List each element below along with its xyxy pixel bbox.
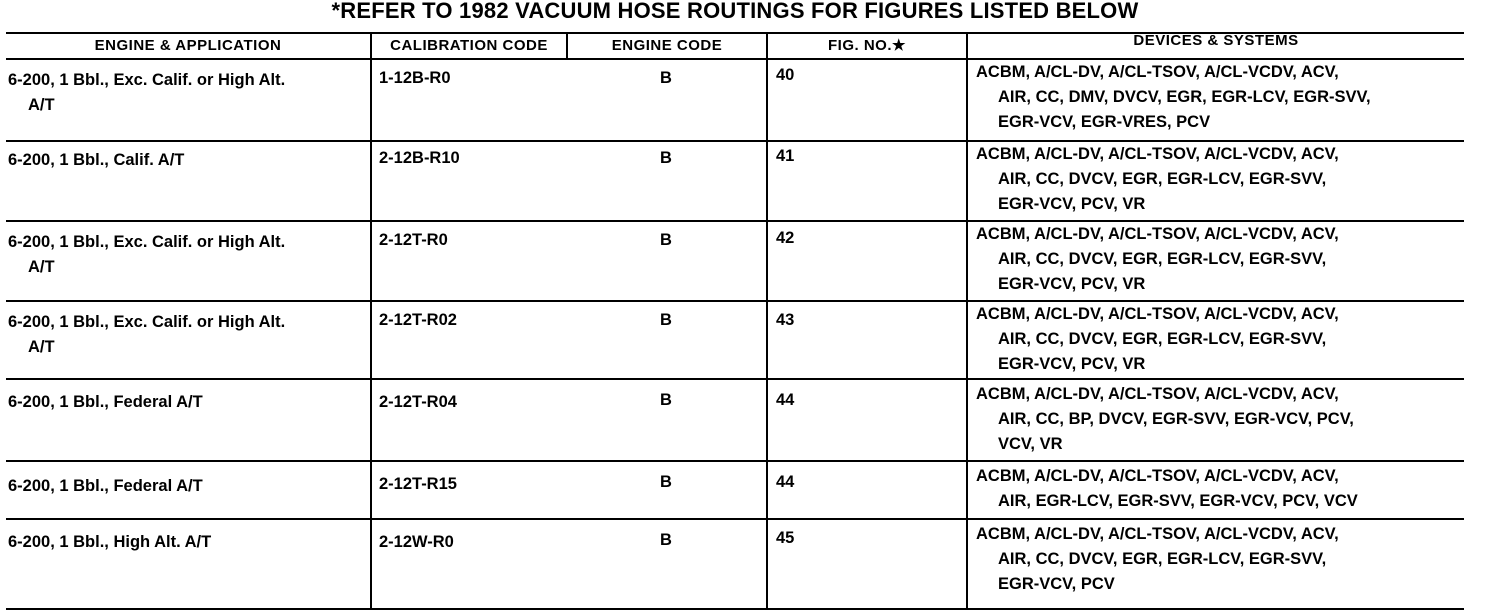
application-cell: [8, 390, 368, 415]
devices-cell: [976, 522, 1464, 597]
devices-line-1: ACBM, A/CL-DV, A/CL-TSOV, A/CL-VCDV, ACV,: [976, 305, 1339, 323]
header-devices-systems: DEVICES & SYSTEMS: [1133, 32, 1299, 49]
devices-line-3: EGR-VCV, PCV: [998, 575, 1115, 593]
calibration-code-cell: 1-12B-R0: [379, 69, 451, 87]
table-row: [6, 302, 1464, 378]
engine-code-cell: B: [660, 531, 672, 549]
devices-cell: [976, 302, 1464, 377]
application-line-1: 6-200, 1 Bbl., High Alt. A/T: [8, 533, 212, 551]
devices-cell: [976, 382, 1464, 457]
table-row: [6, 142, 1464, 220]
header-calibration-code: CALIBRATION CODE: [390, 37, 548, 54]
devices-line-2: AIR, CC, DVCV, EGR, EGR-LCV, EGR-SVV,: [998, 170, 1327, 188]
application-line-1: 6-200, 1 Bbl., Exc. Calif. or High Alt.: [8, 71, 286, 89]
application-line-2: A/T: [28, 338, 55, 356]
application-line-1: 6-200, 1 Bbl., Federal A/T: [8, 393, 203, 411]
header-application: ENGINE & APPLICATION: [94, 37, 282, 54]
engine-code-cell: B: [660, 231, 672, 249]
engine-code-cell: B: [660, 69, 672, 87]
engine-code-cell: B: [660, 391, 672, 409]
application-cell: [8, 230, 368, 280]
calibration-code-cell: 2-12T-R04: [379, 393, 457, 411]
devices-line-2: AIR, CC, DVCV, EGR, EGR-LCV, EGR-SVV,: [998, 550, 1327, 568]
table-row: [6, 380, 1464, 460]
devices-line-2: AIR, CC, BP, DVCV, EGR-SVV, EGR-VCV, PCV,: [998, 410, 1354, 428]
calibration-code-cell: 2-12W-R0: [379, 533, 454, 551]
table-bottom-rule: [6, 608, 1464, 610]
calibration-code-cell: 2-12T-R15: [379, 475, 457, 493]
figure-number-cell: 41: [776, 147, 795, 165]
application-line-1: 6-200, 1 Bbl., Federal A/T: [8, 477, 203, 495]
devices-line-1: ACBM, A/CL-DV, A/CL-TSOV, A/CL-VCDV, ACV,: [976, 225, 1339, 243]
application-line-1: 6-200, 1 Bbl., Exc. Calif. or High Alt.: [8, 233, 286, 251]
engine-code-cell: B: [660, 149, 672, 167]
devices-line-3: VCV, VR: [998, 435, 1063, 453]
application-line-1: 6-200, 1 Bbl., Calif. A/T: [8, 151, 185, 169]
devices-line-3: EGR-VCV, PCV, VR: [998, 275, 1146, 293]
devices-cell: [976, 464, 1464, 514]
table-row: [6, 462, 1464, 518]
devices-line-3: EGR-VCV, PCV, VR: [998, 195, 1146, 213]
application-line-1: 6-200, 1 Bbl., Exc. Calif. or High Alt.: [8, 313, 286, 331]
calibration-code-cell: 2-12B-R10: [379, 149, 460, 167]
devices-cell: [976, 60, 1464, 135]
devices-line-2: AIR, CC, DVCV, EGR, EGR-LCV, EGR-SVV,: [998, 250, 1327, 268]
figure-number-cell: 42: [776, 229, 795, 247]
application-cell: [8, 148, 368, 173]
engine-code-cell: B: [660, 311, 672, 329]
application-cell: [8, 68, 368, 118]
figure-number-cell: 40: [776, 66, 795, 84]
figure-number-cell: 44: [776, 391, 795, 409]
table-row: [6, 60, 1464, 140]
application-cell: [8, 474, 368, 499]
application-cell: [8, 530, 368, 555]
devices-cell: [976, 222, 1464, 297]
devices-line-1: ACBM, A/CL-DV, A/CL-TSOV, A/CL-VCDV, ACV,: [976, 385, 1339, 403]
document-title: *REFER TO 1982 VACUUM HOSE ROUTINGS FOR FIGURES LISTED BELOW: [331, 0, 1139, 23]
devices-line-2: AIR, EGR-LCV, EGR-SVV, EGR-VCV, PCV, VCV: [998, 492, 1358, 510]
devices-line-1: ACBM, A/CL-DV, A/CL-TSOV, A/CL-VCDV, ACV,: [976, 525, 1339, 543]
figure-number-cell: 43: [776, 311, 795, 329]
table-row: [6, 222, 1464, 300]
figure-number-cell: 45: [776, 529, 795, 547]
devices-line-3: EGR-VCV, PCV, VR: [998, 355, 1146, 373]
header-engine-code: ENGINE CODE: [611, 37, 723, 54]
engine-code-cell: B: [660, 473, 672, 491]
calibration-code-cell: 2-12T-R0: [379, 231, 448, 249]
application-line-2: A/T: [28, 96, 55, 114]
devices-line-1: ACBM, A/CL-DV, A/CL-TSOV, A/CL-VCDV, ACV,: [976, 467, 1339, 485]
application-line-2: A/T: [28, 258, 55, 276]
calibration-code-cell: 2-12T-R02: [379, 311, 457, 329]
devices-cell: [976, 142, 1464, 217]
devices-line-2: AIR, CC, DMV, DVCV, EGR, EGR-LCV, EGR-SVV,: [998, 88, 1371, 106]
figure-number-cell: 44: [776, 473, 795, 491]
header-figure-number: FIG. NO.★: [828, 37, 906, 54]
table-row: [6, 520, 1464, 608]
devices-line-3: EGR-VCV, EGR-VRES, PCV: [998, 113, 1211, 131]
devices-line-1: ACBM, A/CL-DV, A/CL-TSOV, A/CL-VCDV, ACV,: [976, 63, 1339, 81]
devices-line-1: ACBM, A/CL-DV, A/CL-TSOV, A/CL-VCDV, ACV,: [976, 145, 1339, 163]
application-cell: [8, 310, 368, 360]
devices-line-2: AIR, CC, DVCV, EGR, EGR-LCV, EGR-SVV,: [998, 330, 1327, 348]
